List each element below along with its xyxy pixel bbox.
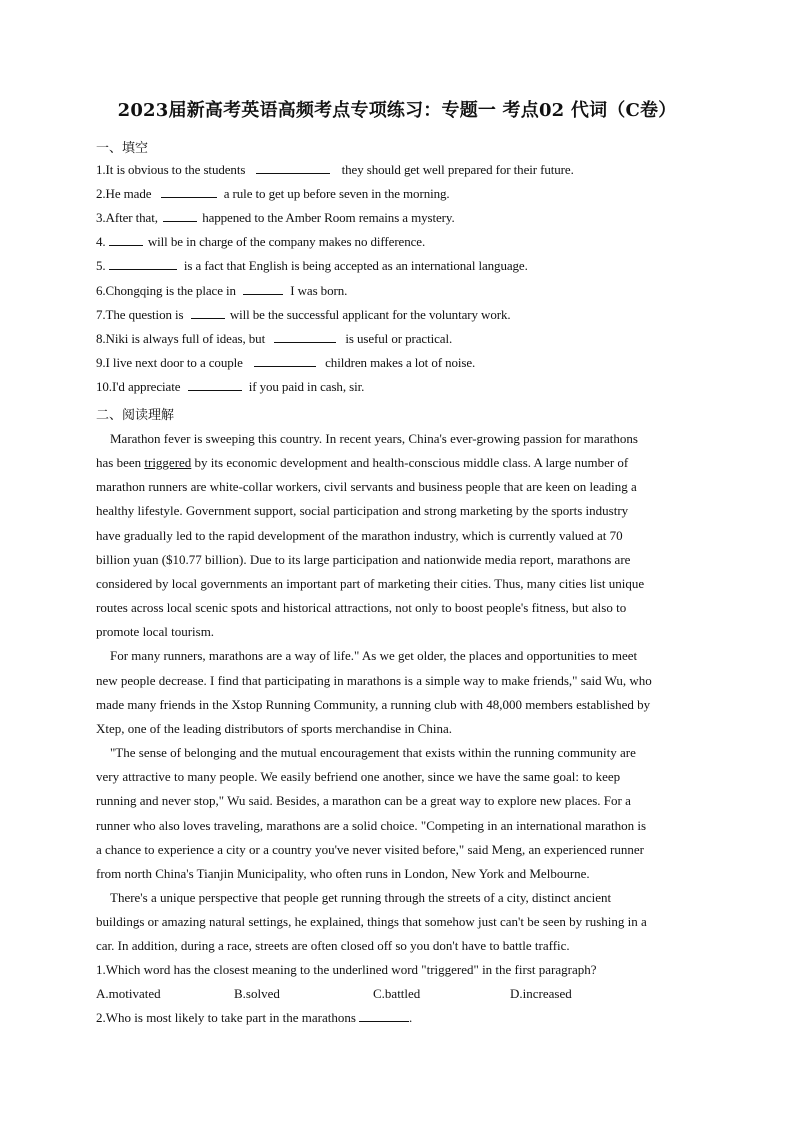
list-item <box>96 258 528 274</box>
passage-line: a chance to experience a city or a country you've never visited before," said Meng, an experienced runner <box>96 842 644 857</box>
answer-blank[interactable] <box>243 283 283 295</box>
passage-line <box>96 455 698 471</box>
passage-line: Xtep, one of the leading distributors of sports merchandise in China. <box>96 721 452 736</box>
answer-blank[interactable] <box>256 162 330 174</box>
passage-line: from north China's Tianjin Municipality, who often runs in London, New York and Melbourne. <box>96 866 590 881</box>
item-text: 7.The question is <box>96 307 184 322</box>
option-a[interactable]: A.motivated <box>96 986 161 1001</box>
passage-line: Marathon fever is sweeping this country. In recent years, China's ever-growing passion for marathons <box>110 431 638 446</box>
item-text: a rule to get up before seven in the morning. <box>223 186 450 201</box>
list-item <box>96 331 452 347</box>
passage-line: There's a unique perspective that people get running through the streets of a city, distinct ancient <box>110 890 612 905</box>
item-text: 3.After that, <box>96 210 158 225</box>
item-text: if you paid in cash, sir. <box>248 379 365 394</box>
answer-blank[interactable] <box>163 210 197 222</box>
list-item <box>96 186 450 202</box>
passage-line: car. In addition, during a race, streets are often closed off so you don't have to battle traffic. <box>96 938 570 953</box>
list-item <box>96 210 455 226</box>
passage-line: buildings or amazing natural settings, he explained, things that somehow just can't be seen by rushing in a <box>96 914 647 929</box>
passage-line: running and never stop," Wu said. Besides, a marathon can be a great way to explore new places. For a <box>96 793 631 808</box>
passage-line: new people decrease. I find that participating in marathons is a simple way to make friends," said Wu, who <box>96 673 652 688</box>
passage-line: marathon runners are white-collar workers, civil servants and business people that are keen on leading a <box>96 479 637 494</box>
section-heading-reading: 二、阅读理解 <box>96 408 175 423</box>
list-item <box>96 307 511 323</box>
item-text: 8.Niki is always full of ideas, but <box>96 331 266 346</box>
passage-line: runner who also loves traveling, marathons are a solid choice. "Competing in an international marathon is <box>96 818 647 833</box>
list-item <box>96 162 574 178</box>
item-text: 2.He made <box>96 186 152 201</box>
passage-line: routes across local scenic spots and historical attractions, not only to boost people's fitness, but also to <box>96 600 627 615</box>
passage-line: have gradually led to the rapid development of the marathon industry, which is currently valued at 70 <box>96 528 623 543</box>
passage-line: considered by local governments an important part of marketing their cities. Thus, many cities list unique <box>96 576 645 591</box>
passage-line: very attractive to many people. We easily befriend one another, since we have the same goal: to keep <box>96 769 621 784</box>
item-text: 9.I live next door to a couple <box>96 355 243 370</box>
answer-blank[interactable] <box>109 234 143 246</box>
item-text: 1.It is obvious to the students <box>96 162 246 177</box>
answer-blank[interactable] <box>188 379 242 391</box>
answer-blank[interactable] <box>274 331 336 343</box>
item-text: 4. <box>96 234 106 249</box>
item-text: will be in charge of the company makes no difference. <box>147 234 426 249</box>
page-title: 2023届新高考英语高频考点专项练习：专题一 考点02 代词（C卷） <box>117 100 677 121</box>
answer-blank[interactable] <box>254 355 316 367</box>
option-c[interactable]: C.battled <box>373 986 421 1001</box>
underlined-word: triggered <box>144 455 192 470</box>
passage-line: healthy lifestyle. Government support, social participation and strong marketing by the sports industry <box>96 503 629 518</box>
item-text: is a fact that English is being accepted as an international language. <box>183 258 528 273</box>
answer-blank[interactable] <box>359 1010 409 1022</box>
item-text: they should get well prepared for their future. <box>341 162 574 177</box>
passage-line: For many runners, marathons are a way of life." As we get older, the places and opportunities to meet <box>110 648 638 663</box>
item-text: 6.Chongqing is the place in <box>96 283 236 298</box>
section-heading-fill-blank: 一、填空 <box>96 141 149 156</box>
item-text: will be the successful applicant for the voluntary work. <box>229 307 511 322</box>
item-text: children makes a lot of noise. <box>325 355 476 370</box>
answer-blank[interactable] <box>191 307 225 319</box>
option-b[interactable]: B.solved <box>234 986 280 1001</box>
list-item <box>96 379 364 395</box>
passage-line: promote local tourism. <box>96 624 215 639</box>
item-text: 10.I'd appreciate <box>96 379 181 394</box>
answer-blank[interactable] <box>161 186 217 198</box>
question-1: 1.Which word has the closest meaning to the underlined word "triggered" in the first paragraph? <box>96 962 597 977</box>
option-d[interactable]: D.increased <box>510 986 572 1001</box>
question-text: 2.Who is most likely to take part in the marathons <box>96 1010 356 1025</box>
passage-text: has been <box>96 455 145 470</box>
item-text: happened to the Amber Room remains a mystery. <box>202 210 455 225</box>
passage-line: made many friends in the Xstop Running Community, a running club with 48,000 members established by <box>96 697 651 712</box>
question-text: . <box>408 1010 413 1025</box>
answer-blank[interactable] <box>109 258 177 270</box>
passage-line: "The sense of belonging and the mutual encouragement that exists within the running community are <box>110 745 636 760</box>
item-text: 5. <box>96 258 106 273</box>
list-item <box>96 283 347 299</box>
passage-text: by its economic development and health-conscious middle class. A large number of <box>191 455 629 470</box>
item-text: I was born. <box>290 283 348 298</box>
list-item <box>96 234 425 250</box>
item-text: is useful or practical. <box>345 331 453 346</box>
question-2 <box>96 1010 698 1026</box>
list-item <box>96 355 475 371</box>
passage-line: billion yuan ($10.77 billion). Due to its large participation and nationwide media report, marathons are <box>96 552 631 567</box>
